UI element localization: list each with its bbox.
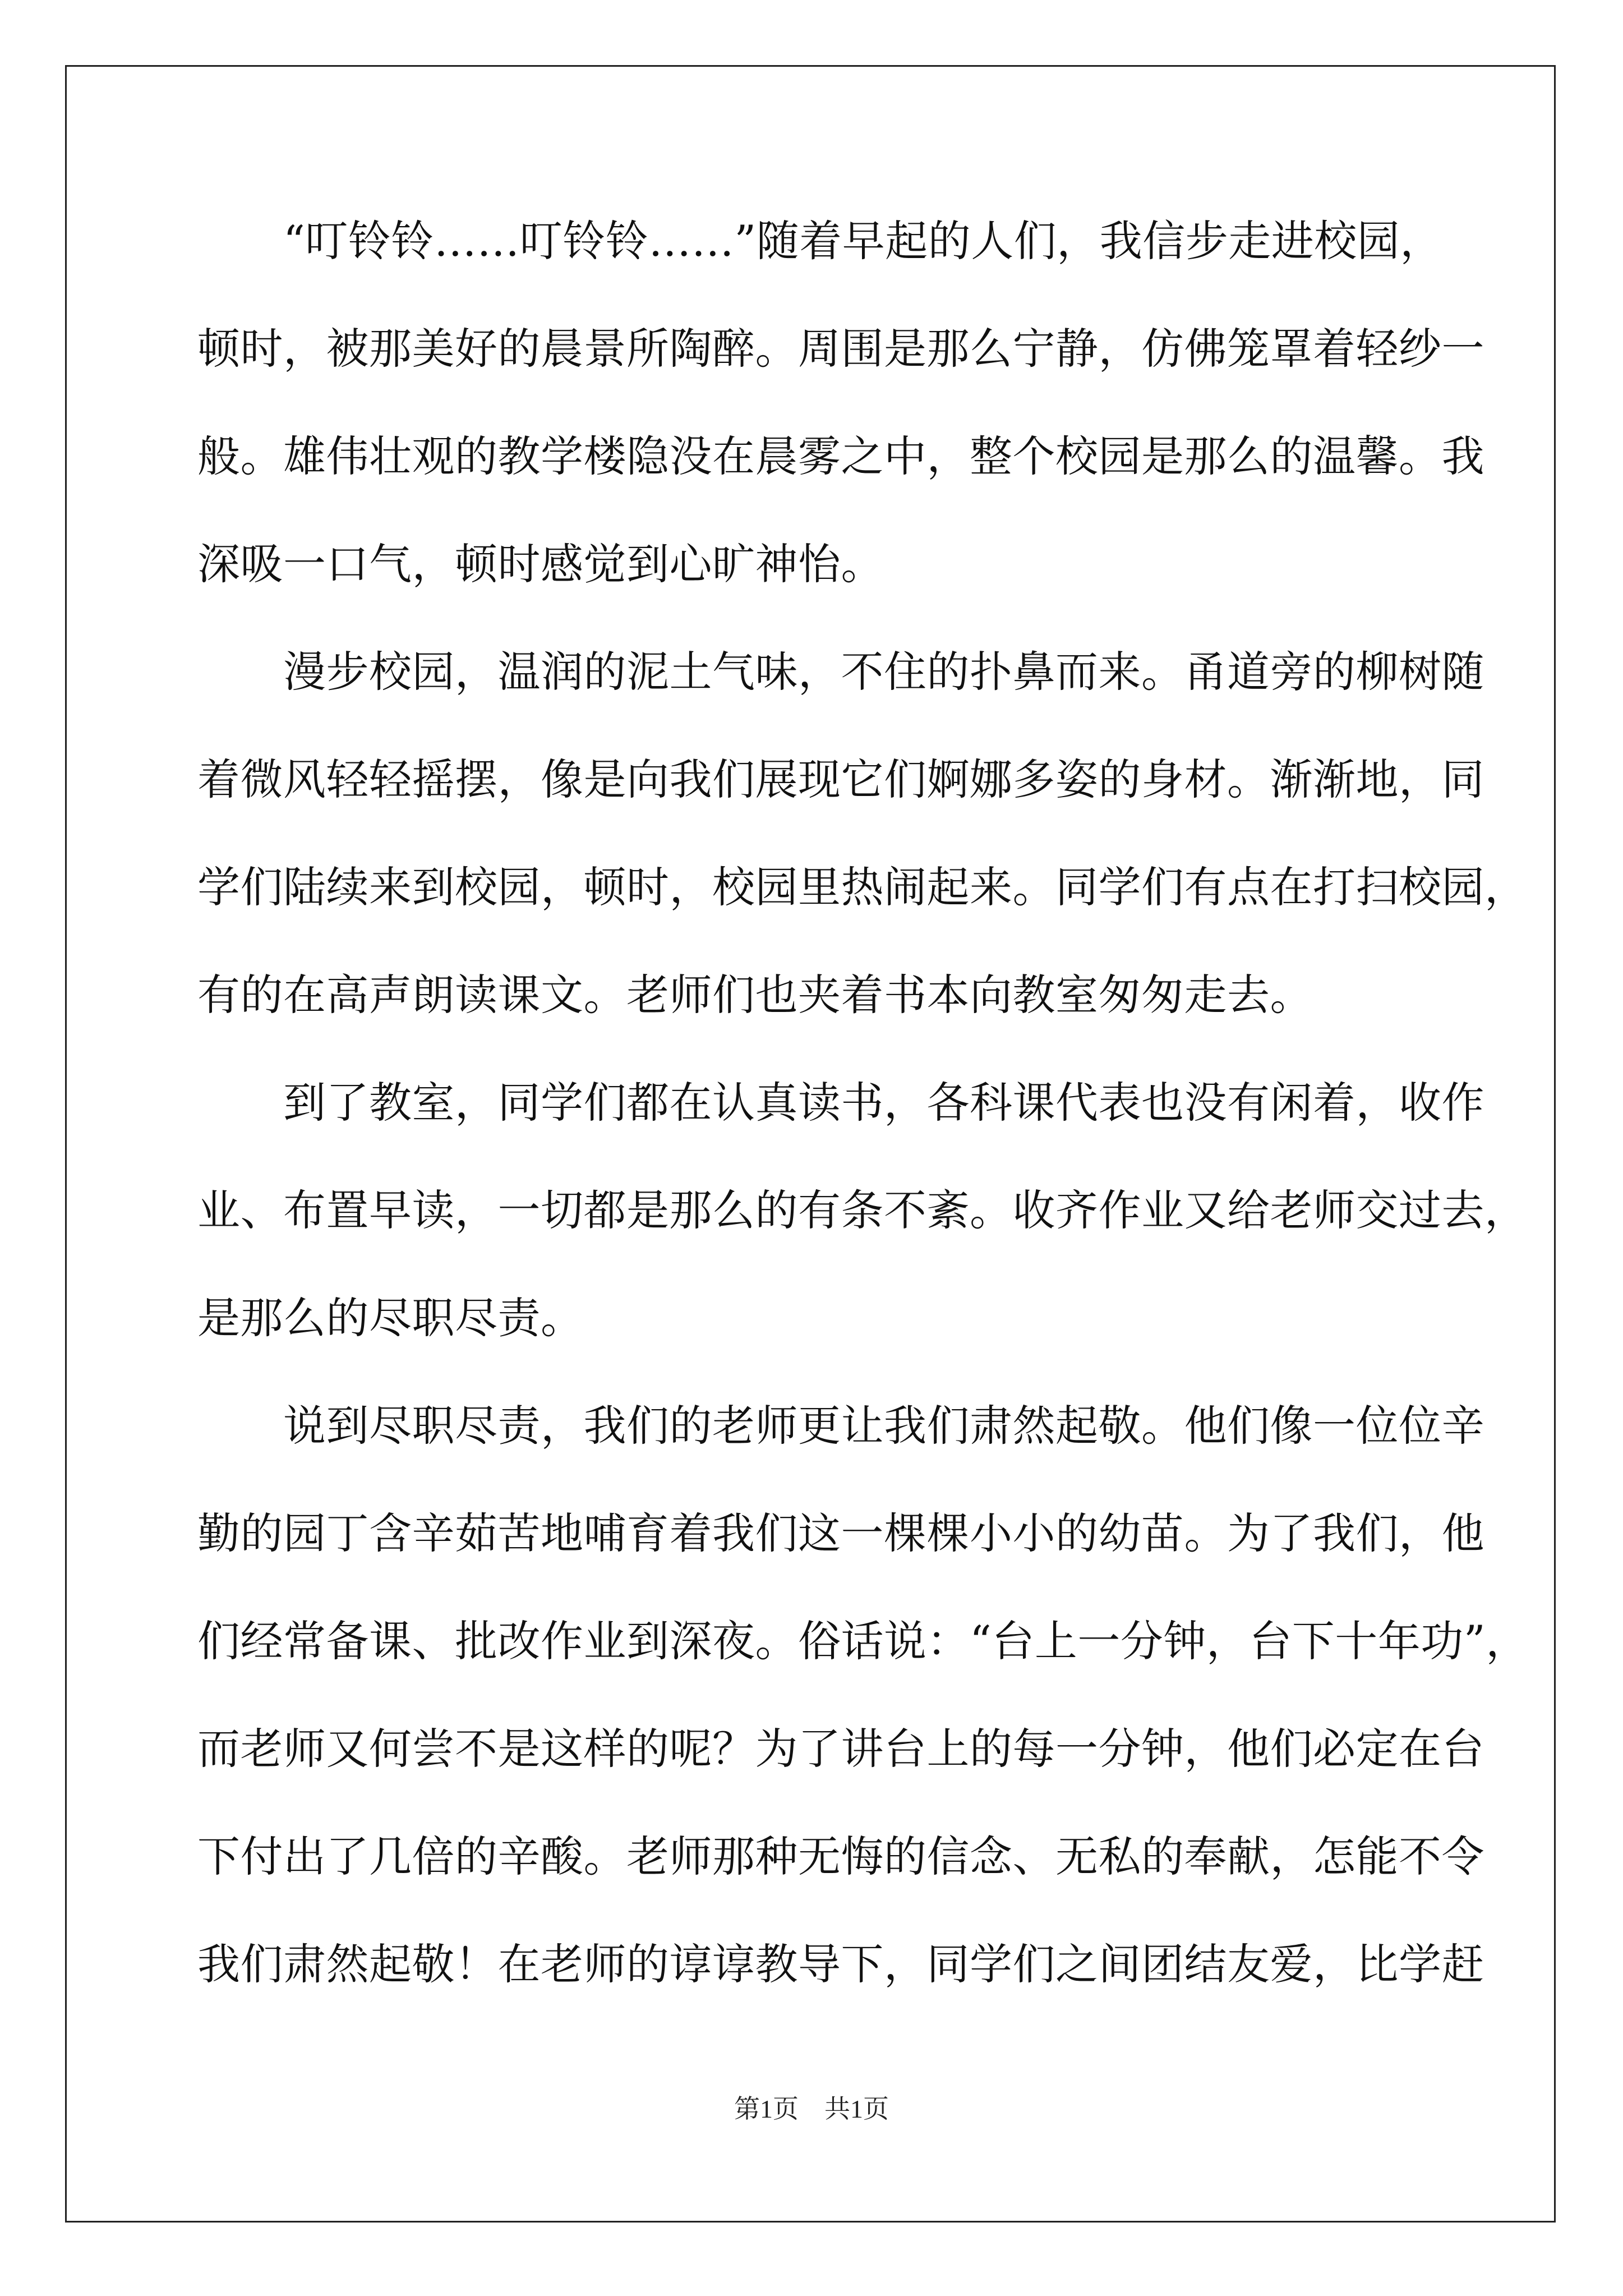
page-footer — [0, 2092, 1623, 2126]
text-line: 顿时，被那美好的晨景所陶醉。周围是那么宁静，仿佛笼罩着轻纱一 — [197, 324, 1484, 374]
text-line: “叮铃铃……叮铃铃……”随着早起的人们，我信步走进校园， — [197, 216, 1443, 266]
page-border — [65, 65, 1556, 2223]
text-line: 而老师又何尝不是这样的呢？为了讲台上的每一分钟，他们必定在台 — [197, 1724, 1484, 1774]
page-number: 第1页 — [734, 2095, 799, 2123]
text-line: 有的在高声朗读课文。老师们也夹着书本向教室匆匆走去。 — [197, 970, 1313, 1020]
text-line: 勤的园丁含辛茹苦地哺育着我们这一棵棵小小的幼苗。为了我们，他 — [197, 1508, 1484, 1558]
text-line: 业、布置早读，一切都是那么的有条不紊。收齐作业又给老师交过去， — [197, 1185, 1528, 1235]
text-line: 下付出了几倍的辛酸。老师那种无悔的信念、无私的奉献，怎能不令 — [197, 1832, 1484, 1881]
text-line: 般。雄伟壮观的教学楼隐没在晨雾之中，整个校园是那么的温馨。我 — [197, 431, 1484, 481]
text-line: 着微风轻轻摇摆，像是向我们展现它们婀娜多姿的身材。渐渐地，同 — [197, 754, 1484, 804]
page-total: 共1页 — [824, 2095, 889, 2123]
text-line: 说到尽职尽责，我们的老师更让我们肃然起敬。他们像一位位辛 — [197, 1401, 1484, 1451]
text-line: 到了教室，同学们都在认真读书，各科课代表也没有闲着，收作 — [197, 1078, 1484, 1128]
text-line: 我们肃然起敬！在老师的谆谆教导下，同学们之间团结友爱，比学赶 — [197, 1939, 1484, 1989]
text-line: 深吸一口气，顿时感觉到心旷神怡。 — [197, 539, 884, 589]
text-line: 漫步校园，温润的泥土气味，不住的扑鼻而来。甬道旁的柳树随 — [197, 647, 1484, 697]
text-line: 是那么的尽职尽责。 — [197, 1293, 584, 1343]
text-line: 学们陆续来到校园，顿时，校园里热闹起来。同学们有点在打扫校园， — [197, 862, 1528, 912]
text-line: 们经常备课、批改作业到深夜。俗话说：“台上一分钟，台下十年功”， — [197, 1616, 1529, 1666]
